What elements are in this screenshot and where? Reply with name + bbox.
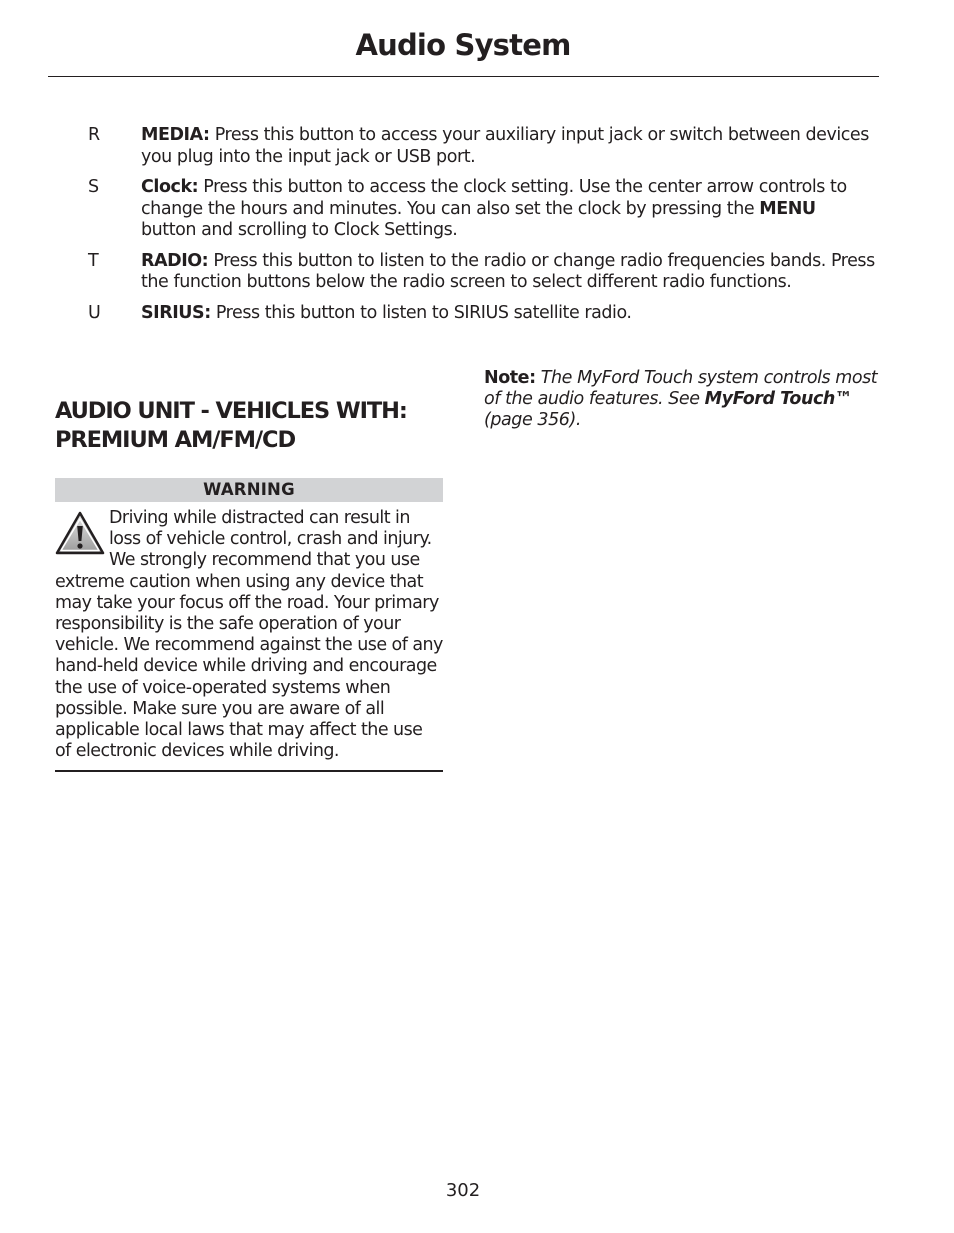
item-description	[141, 125, 875, 168]
warning-triangle-icon	[55, 511, 105, 555]
item-body: Press this button to access the clock setting. Use the center arrow controls to change the hours and minutes. You can also set the clock by pressing the	[141, 177, 847, 219]
button-description-list	[88, 125, 888, 333]
list-item	[88, 177, 888, 242]
item-label: RADIO:	[141, 250, 209, 271]
list-item	[88, 251, 888, 294]
warning-label: WARNING	[55, 478, 443, 502]
section-heading-line-2: PREMIUM AM/FM/CD	[55, 427, 296, 453]
note-label: Note:	[484, 368, 536, 388]
right-column	[484, 368, 884, 432]
item-label: SIRIUS:	[141, 302, 211, 323]
warning-text: Driving while distracted can result in loss of vehicle control, crash and injury. We strongly recommend that you use extreme caution when using any device that may take your focus off the road. Your primary responsibility is the safe operation of your vehicle. We recommend against the use of any hand-held device while driving and encourage the use of voice-operated systems when possible. Make sure you are aware of all applicable local laws that may affect the use of electronic devices while driving.	[55, 508, 443, 762]
item-description	[141, 251, 875, 294]
item-description	[141, 177, 875, 242]
item-letter: S	[88, 177, 100, 197]
item-body: Press this button to listen to SIRIUS satellite radio.	[210, 302, 632, 323]
list-item	[88, 303, 888, 325]
list-item	[88, 125, 888, 168]
item-letter: U	[88, 302, 101, 323]
myford-touch-reference-link[interactable]: MyFord Touch™	[704, 389, 852, 410]
item-body-continued: button and scrolling to Clock Settings.	[141, 220, 458, 240]
section-heading	[55, 397, 443, 455]
item-letter: R	[88, 125, 101, 145]
note-text: The MyFord Touch system controls most of the audio features. See	[484, 368, 878, 410]
item-body: Press this button to access your auxiliary input jack or switch between devices you plug into the input jack or USB port.	[141, 125, 869, 167]
item-letter: T	[88, 250, 99, 271]
note-page-reference: (page 356).	[484, 410, 581, 431]
header-divider	[48, 76, 879, 77]
warning-box	[55, 508, 443, 772]
page-number: 302	[445, 1180, 481, 1201]
page-title: Audio System	[355, 28, 571, 62]
section-heading-line-1: AUDIO UNIT - VEHICLES WITH:	[55, 398, 407, 424]
item-label: MEDIA:	[141, 125, 210, 145]
item-body: Press this button to listen to the radio or change radio frequencies bands. Press the function buttons below the radio screen to select different radio functions.	[141, 250, 875, 292]
item-description	[141, 303, 875, 325]
note-paragraph	[484, 368, 884, 432]
item-inline-bold: MENU	[759, 198, 816, 219]
left-column	[55, 397, 443, 772]
item-label: Clock:	[141, 177, 199, 197]
